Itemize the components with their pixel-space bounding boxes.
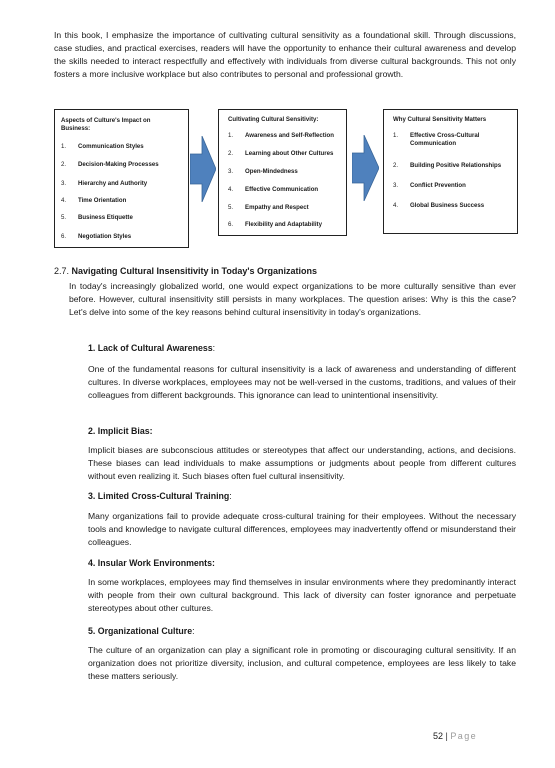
box-title: Why Cultural Sensitivity Matters: [393, 116, 487, 123]
intro-paragraph: In this book, I emphasize the importance of cultivating cultural sensitivity as a foundational skill. Through discussions, case studies, and practical exercises, readers will have the opportunity to enhance their cultural awareness and develop the skills needed to interact respectfully and effectively with individuals from diverse cultural backgrounds. This not only fosters a more inclusive workplace but also contributes to personal and professional growth.: [54, 30, 516, 80]
reason-paragraph: In some workplaces, employees may find themselves in insular environments where they predominantly interact with people from their own cultural background. This lack of diversity can foster ignorance and perpetuate stereotypes about other cultures.: [88, 577, 516, 614]
reason-heading: 1. Lack of Cultural Awareness:: [88, 343, 216, 353]
flow-arrow-right-icon: [352, 135, 379, 201]
page-separator: |: [445, 731, 448, 741]
diagram-box-culture-impact: Aspects of Culture's Impact on Business: 1. Communication Styles 2. Decision-Making Processes 3. Hierarchy and Authority 4. Time Orientation 5. Business Etiquette 6. Negotiation Styles: [54, 109, 189, 248]
flow-arrow-right-icon: [190, 136, 216, 202]
reason-heading: 5. Organizational Culture:: [88, 626, 195, 636]
section-heading: [54, 266, 317, 276]
reason-heading: 3. Limited Cross-Cultural Training:: [88, 491, 232, 501]
arrow-shape: [352, 135, 379, 201]
section-title: Navigating Cultural Insensitivity in Today's Organizations: [71, 266, 318, 276]
page-number: [433, 731, 477, 741]
reason-paragraph: One of the fundamental reasons for cultural insensitivity is a lack of awareness and understanding of different cultures. In diverse workplaces, employees may not be well-versed in the customs, traditions, and values of their colleagues from different backgrounds. This ignorance can lead to unintentional insensitivity.: [88, 364, 516, 401]
reason-heading: 4. Insular Work Environments:: [88, 558, 215, 568]
section-body: In today's increasingly globalized world, one would expect organizations to be more culturally sensitive than ever before. However, cultural insensitivity still persists in many workplaces. The question arises: Why is this the case? Let's delve into some of the key reasons behind cultural insensitivity in today's organizations.: [69, 281, 516, 318]
diagram-box-cultivating: Cultivating Cultural Sensitivity: 1. Awareness and Self-Reflection 2. Learning about Other Cultures 3. Open-Mindedness 4. Effective Communication 5. Empathy and Respect 6. Flexibility and Adaptability: [218, 109, 347, 236]
page-label: Page: [450, 731, 478, 741]
box-title: Cultivating Cultural Sensitivity:: [228, 116, 319, 123]
reason-paragraph: Implicit biases are subconscious attitudes or stereotypes that affect our understanding, actions, and decisions. These biases can lead individuals to make assumptions or judgments about people from different cultures without even realizing it. Such biases often fuel cultural insensitivity.: [88, 445, 516, 482]
reason-paragraph: The culture of an organization can play a significant role in promoting or discouraging cultural sensitivity. If an organization does not prioritize diversity, inclusion, and cultural competence, employees are less likely to take these matters seriously.: [88, 645, 516, 682]
box-title: Aspects of Culture's Impact on Business:: [61, 117, 151, 132]
reason-heading: 2. Implicit Bias:: [88, 426, 153, 436]
page-number-value: 52: [433, 731, 444, 741]
diagram-box-why-matters: Why Cultural Sensitivity Matters 1. Effective Cross-Cultural Communication 2. Building Positive Relationships 3. Conflict Prevention 4. Global Business Success: [383, 109, 518, 234]
section-number: 2.7.: [54, 266, 70, 276]
arrow-shape: [190, 136, 216, 202]
reason-paragraph: Many organizations fail to provide adequate cross-cultural training for their employees. Without the necessary tools and knowledge to navigate cultural differences, employees may inadvertently offend or misunderstand their colleagues.: [88, 511, 516, 548]
